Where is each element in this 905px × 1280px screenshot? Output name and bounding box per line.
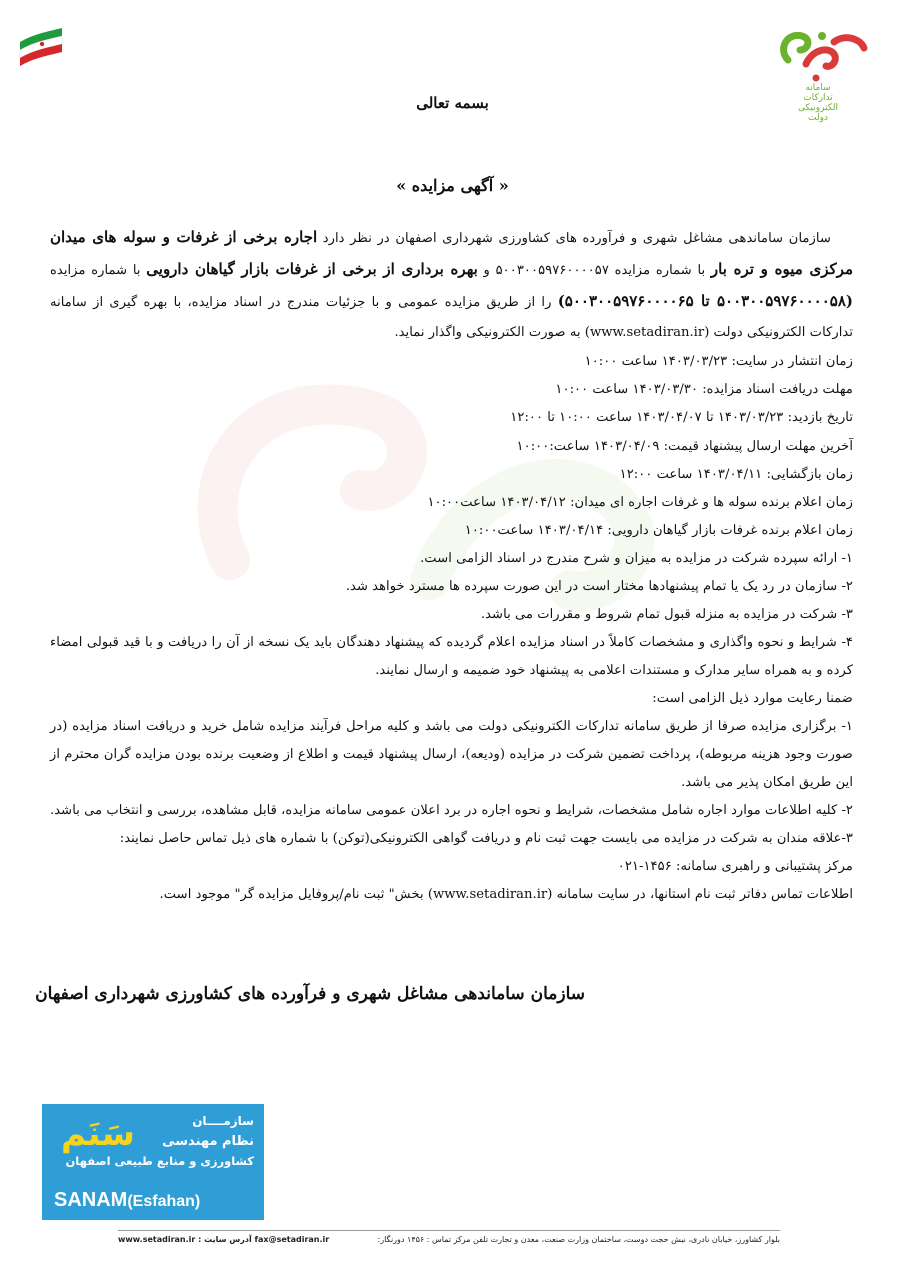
sanam-en-sub: (Esfahan) bbox=[127, 1193, 201, 1210]
schedule-item: زمان اعلام برنده سوله ها و غرفات اجاره ای میدان: ۱۴۰۳/۰۴/۱۲ ساعت۱۰:۰۰ bbox=[427, 495, 853, 511]
sanam-logo-line-3: کشاورزی و منابع طبیعی اصفهان bbox=[65, 1154, 254, 1168]
sanam-logo-line-2: نظام مهندسی bbox=[162, 1134, 254, 1149]
conditions-list bbox=[50, 545, 853, 685]
note-item: ۲- کلیه اطلاعات موارد اجاره شامل مشخصات، شرایط و نحوه اجاره در برد اعلان عمومی سامانه مزایده، قابل مشاهده، بررسی و انتخاب می باشد. bbox=[50, 803, 853, 819]
sanam-en-main: SANAM bbox=[54, 1189, 128, 1211]
condition-item: ۴- شرایط و نحوه واگذاری و مشخصات کاملاً در اسناد مزایده اعلام گردیده که پیشنهاد دهندگان باید یک نسخه از آن را دریافت و با قید قبولی امضاء کرده و به همراه سایر مدارک و مستندات اعلامی به پیشنهاد خود ضمیمه و ارسال نمایند. bbox=[50, 635, 853, 679]
footer-divider bbox=[118, 1230, 780, 1231]
note-item: ۱- برگزاری مزایده صرفا از طریق سامانه تدارکات الکترونیکی دولت می باشد و کلیه مراحل فرآیند مزایده شامل خرید و دریافت اسناد مزایده (در صورت وجود هزینه مربوطه)، پرداخت تضمین شرکت در مزایده (ودیعه)، ارسال پیشنهاد قیمت و اطلاع از وضعیت برنده بودن مزایده گران محترم از این طریق امکان پذیر می باشد. bbox=[50, 719, 853, 791]
intro-text-1: سازمان ساماندهی مشاغل شهری و فرآورده های کشاورزی شهرداری اصفهان در نظر دارد bbox=[317, 231, 831, 246]
logo-text-2: تدارکات bbox=[803, 93, 833, 103]
intro-text-3: با شماره مزایده bbox=[50, 263, 147, 278]
note-item: اطلاعات تماس دفاتر ثبت نام استانها، در سایت سامانه (www.setadiran.ir) بخش" ثبت نام/پروفایل مزایده گر" موجود است. bbox=[159, 887, 853, 903]
logo-text-3: الکترونیکی bbox=[798, 103, 838, 113]
iran-flag-icon bbox=[16, 22, 66, 82]
condition-item: ۲- سازمان در رد یک یا تمام پیشنهادها مختار است در این صورت سپرده ها مسترد خواهد شد. bbox=[345, 579, 853, 595]
signature-organization: سازمان ساماندهی مشاغل شهری و فرآورده های کشاورزی شهرداری اصفهان bbox=[35, 984, 585, 1004]
intro-paragraph bbox=[50, 222, 853, 348]
intro-bold-3: (۵۰۰۳۰۰۵۹۷۶۰۰۰۰۵۸ تا ۵۰۰۳۰۰۵۹۷۶۰۰۰۰۶۵) bbox=[557, 292, 853, 310]
schedule-item: تاریخ بازدید: ۱۴۰۳/۰۳/۲۳ تا ۱۴۰۳/۰۴/۰۷ ساعت ۱۰:۰۰ تا ۱۲:۰۰ bbox=[510, 410, 853, 426]
intro-bold-1: اجاره برخی از غرفات و سوله های میدان مرکزی میوه و تره بار bbox=[50, 228, 853, 278]
schedule-list bbox=[50, 348, 853, 545]
schedule-item: مهلت دریافت اسناد مزایده: ۱۴۰۳/۰۳/۳۰ ساعت ۱۰:۰۰ bbox=[555, 382, 853, 398]
intro-bold-2: بهره برداری از برخی از غرفات بازار گیاهان دارویی bbox=[146, 260, 478, 278]
notes-list bbox=[50, 713, 853, 909]
logo-text-1: سامانه bbox=[805, 83, 831, 93]
intro-text-4: را از طریق مزایده عمومی و با جزئیات مندرج در اسناد مزایده، با بهره گیری از سامانه تدارکات الکترونیکی دولت (www.setadiran.ir) به صورت الکترونیکی واگذار نماید. bbox=[50, 295, 853, 340]
notes-heading: ضمنا رعایت موارد ذیل الزامی است: bbox=[652, 691, 853, 707]
schedule-item: زمان بازگشایی: ۱۴۰۳/۰۴/۱۱ ساعت ۱۲:۰۰ bbox=[619, 466, 853, 482]
schedule-item: آخرین مهلت ارسال پیشنهاد قیمت: ۱۴۰۳/۰۴/۰۹ ساعت:۱۰:۰۰ bbox=[516, 438, 853, 454]
announcement-body bbox=[50, 222, 853, 909]
announcement-title: « آگهی مزایده » bbox=[396, 176, 509, 195]
condition-item: ۱- ارائه سپرده شرکت در مزایده به میزان و شرح مندرج در اسناد الزامی است. bbox=[420, 551, 853, 567]
intro-text-2: با شماره مزایده ۵۰۰۳۰۰۵۹۷۶۰۰۰۰۵۷ و bbox=[477, 263, 711, 278]
note-item: مرکز پشتیبانی و راهبری سامانه: ۱۴۵۶-۰۲۱ bbox=[617, 859, 853, 875]
sanam-logo-line-1: سازمــــان bbox=[192, 1114, 254, 1128]
schedule-item: زمان انتشار در سایت: ۱۴۰۳/۰۳/۲۳ ساعت ۱۰:۰۰ bbox=[584, 354, 853, 369]
footer-address: بلوار کشاورز، خیابان نادری، نبش حجت دوست، ساختمان وزارت صنعت، معدن و تجارت تلفن مرکز تماس : ۱۴۵۶ دورنگار: bbox=[377, 1235, 780, 1244]
sanam-logo-english bbox=[54, 1189, 200, 1212]
sanam-logo-word: سَنَم bbox=[61, 1114, 135, 1154]
sanam-logo bbox=[42, 1104, 264, 1220]
note-item: ۳-علاقه مندان به شرکت در مزایده می بایست جهت ثبت نام و دریافت گواهی الکترونیکی(توکن) با شماره های ذیل تماس حاصل نمایند: bbox=[119, 831, 853, 847]
condition-item: ۳- شرکت در مزایده به منزله قبول تمام شروط و مقررات می باشد. bbox=[480, 607, 853, 623]
logo-text-4: دولت bbox=[808, 113, 828, 123]
invocation-heading: بسمه تعالی bbox=[416, 94, 489, 112]
setad-logo bbox=[768, 20, 878, 130]
footer-contact: fax@setadiran.ir آدرس سایت : www.setadiran.ir bbox=[118, 1235, 330, 1244]
schedule-item: زمان اعلام برنده غرفات بازار گیاهان دارویی: ۱۴۰۳/۰۴/۱۴ ساعت۱۰:۰۰ bbox=[464, 523, 853, 539]
